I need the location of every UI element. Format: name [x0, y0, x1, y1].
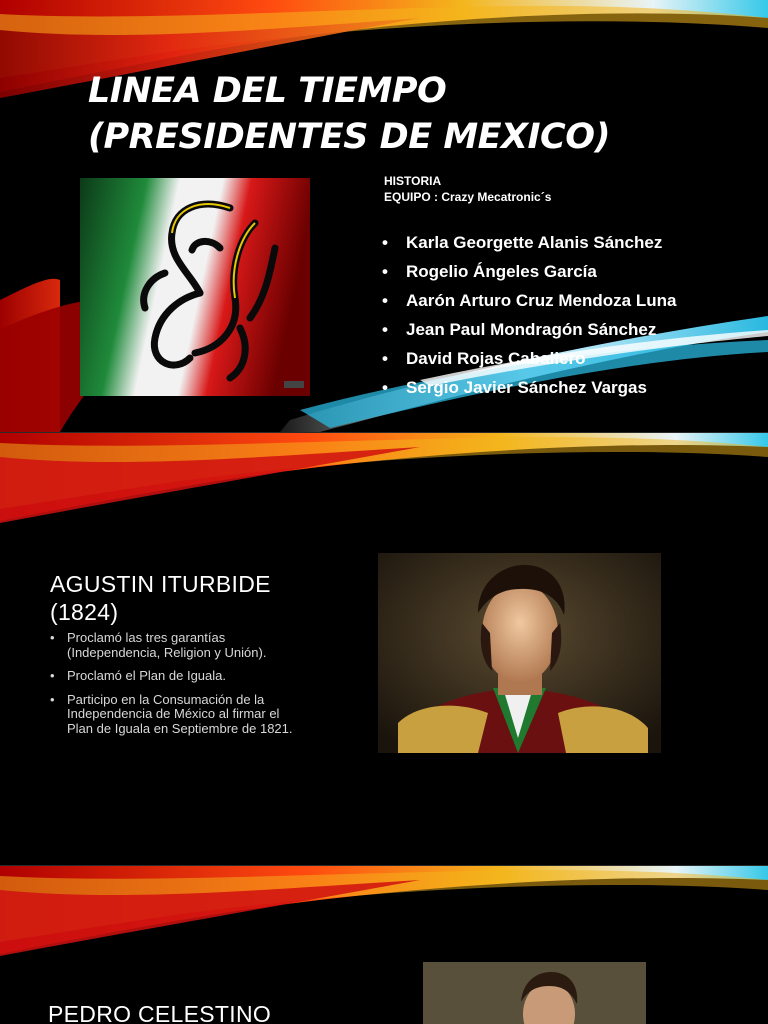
list-item: • Proclamó el Plan de Iguala.	[50, 669, 300, 684]
president-heading	[50, 570, 271, 626]
pedro-celestino-portrait	[423, 962, 646, 1024]
list-item: • Rogelio Ángeles García	[382, 257, 676, 286]
bullet-icon: •	[382, 262, 388, 281]
eagle-icon	[80, 178, 310, 396]
president-name: AGUSTIN ITURBIDE	[50, 571, 271, 597]
list-item: • Jean Paul Mondragón Sánchez	[382, 315, 676, 344]
list-item: • Participo en la Consumación de la Independencia de México al firmar el Plan de Iguala en Septiembre de 1821.	[50, 693, 300, 737]
bullet-icon: •	[382, 291, 388, 310]
fact-list	[50, 631, 300, 745]
bullet-icon: •	[382, 233, 388, 252]
bullet-icon: •	[382, 378, 388, 397]
iturbide-portrait	[378, 553, 661, 753]
team-label: EQUIPO : Crazy Mecatronic´s	[384, 190, 552, 204]
member-list	[382, 228, 676, 402]
list-item: • Karla Georgette Alanis Sánchez	[382, 228, 676, 257]
iturbide-slide	[0, 433, 768, 865]
bullet-icon: •	[382, 320, 388, 339]
list-item: • Aarón Arturo Cruz Mendoza Luna	[382, 286, 676, 315]
mexican-eagle-image	[80, 178, 310, 396]
list-item: • Proclamó las tres garantías (Independencia, Religion y Unión).	[50, 631, 300, 660]
title-line-1: LINEA DEL TIEMPO	[88, 71, 447, 111]
portrait-icon	[378, 553, 661, 753]
president-name: PEDRO CELESTINO	[48, 1001, 272, 1024]
list-item: • David Rojas Caballero	[382, 344, 676, 373]
title-slide	[0, 0, 768, 432]
list-item: • Sergio Javier Sánchez Vargas	[382, 373, 676, 402]
subject-label: HISTORIA	[384, 174, 442, 188]
pedro-celestino-slide	[0, 866, 768, 1024]
title-line-2: (PRESIDENTES DE MEXICO)	[88, 117, 610, 157]
page-title	[88, 68, 610, 160]
portrait-icon	[423, 962, 646, 1024]
team-info	[384, 173, 551, 205]
president-year: (1824)	[50, 599, 119, 625]
bullet-icon: •	[382, 349, 388, 368]
